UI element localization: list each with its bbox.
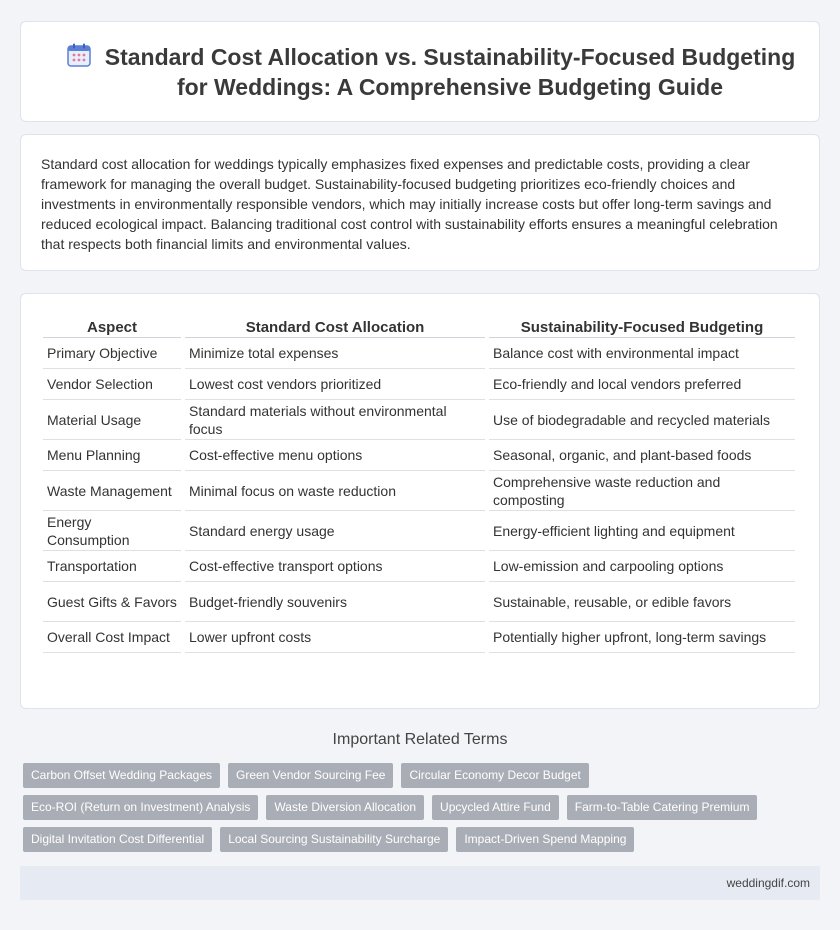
related-term-tag[interactable]: Upcycled Attire Fund <box>432 795 559 820</box>
cell-aspect: Material Usage <box>43 400 181 440</box>
table-header-row <box>43 316 795 338</box>
table-row <box>43 582 795 622</box>
cell-standard: Standard energy usage <box>185 511 485 551</box>
comparison-table-card <box>20 293 820 709</box>
cell-aspect: Energy Consumption <box>43 511 181 551</box>
related-term-tag[interactable]: Circular Economy Decor Budget <box>401 763 588 788</box>
related-term-tag[interactable]: Eco-ROI (Return on Investment) Analysis <box>23 795 258 820</box>
cell-standard: Cost-effective transport options <box>185 551 485 582</box>
cell-standard: Minimal focus on waste reduction <box>185 471 485 511</box>
cell-aspect: Overall Cost Impact <box>43 622 181 653</box>
footer <box>20 866 820 900</box>
table-row <box>43 551 795 582</box>
cell-aspect: Waste Management <box>43 471 181 511</box>
cell-sustainability: Use of biodegradable and recycled materials <box>489 400 795 440</box>
header-aspect: Aspect <box>43 316 181 338</box>
header-standard: Standard Cost Allocation <box>185 316 485 338</box>
title-card <box>20 21 820 122</box>
related-term-tag[interactable]: Digital Invitation Cost Differential <box>23 827 212 852</box>
table-row <box>43 440 795 471</box>
cell-aspect: Vendor Selection <box>43 369 181 400</box>
table-row <box>43 622 795 653</box>
table-row <box>43 511 795 551</box>
related-term-tag[interactable]: Waste Diversion Allocation <box>266 795 424 820</box>
cell-sustainability: Comprehensive waste reduction and composting <box>489 471 795 511</box>
table-row <box>43 471 795 511</box>
table-row <box>43 369 795 400</box>
cell-sustainability: Energy-efficient lighting and equipment <box>489 511 795 551</box>
header-sustainability: Sustainability-Focused Budgeting <box>489 316 795 338</box>
comparison-table <box>39 316 799 653</box>
cell-sustainability: Balance cost with environmental impact <box>489 338 795 369</box>
related-terms-heading: Important Related Terms <box>332 731 508 748</box>
cell-aspect: Menu Planning <box>43 440 181 471</box>
cell-standard: Lowest cost vendors prioritized <box>185 369 485 400</box>
cell-standard: Standard materials without environmental focus <box>185 400 485 440</box>
cell-sustainability: Sustainable, reusable, or edible favors <box>489 582 795 622</box>
related-terms-list <box>23 763 823 859</box>
related-term-tag[interactable]: Farm-to-Table Catering Premium <box>567 795 758 820</box>
cell-aspect: Transportation <box>43 551 181 582</box>
related-term-tag[interactable]: Green Vendor Sourcing Fee <box>228 763 393 788</box>
related-term-tag[interactable]: Impact-Driven Spend Mapping <box>456 827 634 852</box>
page-title: Standard Cost Allocation vs. Sustainability-Focused Budgeting for Weddings: A Comprehensive Budgeting Guide <box>104 43 796 100</box>
cell-standard: Budget-friendly souvenirs <box>185 582 485 622</box>
cell-sustainability: Eco-friendly and local vendors preferred <box>489 369 795 400</box>
cell-sustainability: Low-emission and carpooling options <box>489 551 795 582</box>
table-row <box>43 338 795 369</box>
cell-standard: Minimize total expenses <box>185 338 485 369</box>
calendar-icon <box>66 42 92 68</box>
cell-sustainability: Seasonal, organic, and plant-based foods <box>489 440 795 471</box>
cell-aspect: Primary Objective <box>43 338 181 369</box>
intro-card <box>20 134 820 271</box>
table-row <box>43 400 795 440</box>
related-term-tag[interactable]: Carbon Offset Wedding Packages <box>23 763 220 788</box>
cell-sustainability: Potentially higher upfront, long-term savings <box>489 622 795 653</box>
intro-paragraph: Standard cost allocation for weddings typically emphasizes fixed expenses and predictable costs, providing a clear framework for managing the overall budget. Sustainability-focused budgeting prioritizes eco-friendly choices and investments in environmentally responsible vendors, which may initially increase costs but offer long-term savings and reduced ecological impact. Balancing traditional cost control with sustainability efforts ensures a meaningful celebration that respects both financial limits and environmental values. <box>41 156 778 252</box>
footer-site-link[interactable]: weddingdif.com <box>726 876 810 890</box>
cell-standard: Lower upfront costs <box>185 622 485 653</box>
cell-standard: Cost-effective menu options <box>185 440 485 471</box>
cell-aspect: Guest Gifts & Favors <box>43 582 181 622</box>
related-term-tag[interactable]: Local Sourcing Sustainability Surcharge <box>220 827 448 852</box>
